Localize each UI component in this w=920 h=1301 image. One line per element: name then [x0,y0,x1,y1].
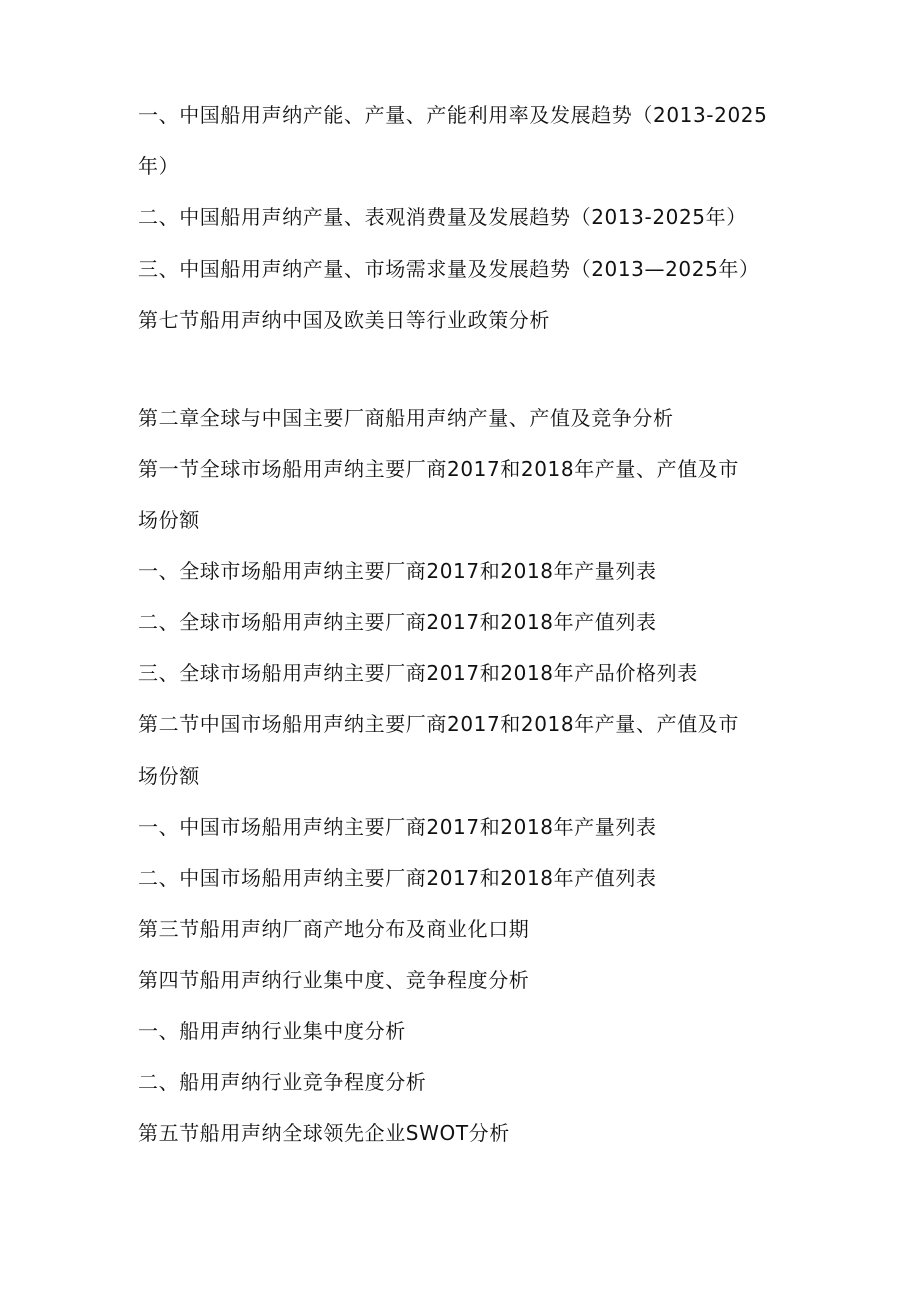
toc-line: 二、船用声纳行业竞争程度分析 [138,1070,427,1094]
toc-line: 第二节中国市场船用声纳主要厂商2017和2018年产量、产值及市 [138,712,739,736]
toc-line: 一、船用声纳行业集中度分析 [138,1019,406,1043]
toc-line: 场份额 [138,764,200,788]
toc-line: 第三节船用声纳厂商产地分布及商业化口期 [138,917,530,941]
toc-line: 一、全球市场船用声纳主要厂商2017和2018年产量列表 [138,559,657,583]
toc-line: 第一节全球市场船用声纳主要厂商2017和2018年产量、产值及市 [138,457,739,481]
toc-line: 二、中国船用声纳产量、表观消费量及发展趋势（2013-2025年） [138,205,747,229]
toc-line: 二、中国市场船用声纳主要厂商2017和2018年产值列表 [138,866,657,890]
toc-line: 场份额 [138,508,200,532]
toc-line: 第五节船用声纳全球领先企业SWOT分析 [138,1121,510,1145]
toc-line: 三、中国船用声纳产量、市场需求量及发展趋势（2013—2025年） [138,257,760,281]
toc-line: 第二章全球与中国主要厂商船用声纳产量、产值及竞争分析 [138,406,674,430]
toc-line: 三、全球市场船用声纳主要厂商2017和2018年产品价格列表 [138,661,698,685]
toc-line: 一、中国市场船用声纳主要厂商2017和2018年产量列表 [138,815,657,839]
toc-line: 一、中国船用声纳产能、产量、产能利用率及发展趋势（2013-2025 [138,103,768,127]
toc-line: 二、全球市场船用声纳主要厂商2017和2018年产值列表 [138,610,657,634]
toc-line: 年） [138,154,180,178]
toc-line: 第七节船用声纳中国及欧美日等行业政策分析 [138,308,550,332]
toc-line: 第四节船用声纳行业集中度、竞争程度分析 [138,968,530,992]
